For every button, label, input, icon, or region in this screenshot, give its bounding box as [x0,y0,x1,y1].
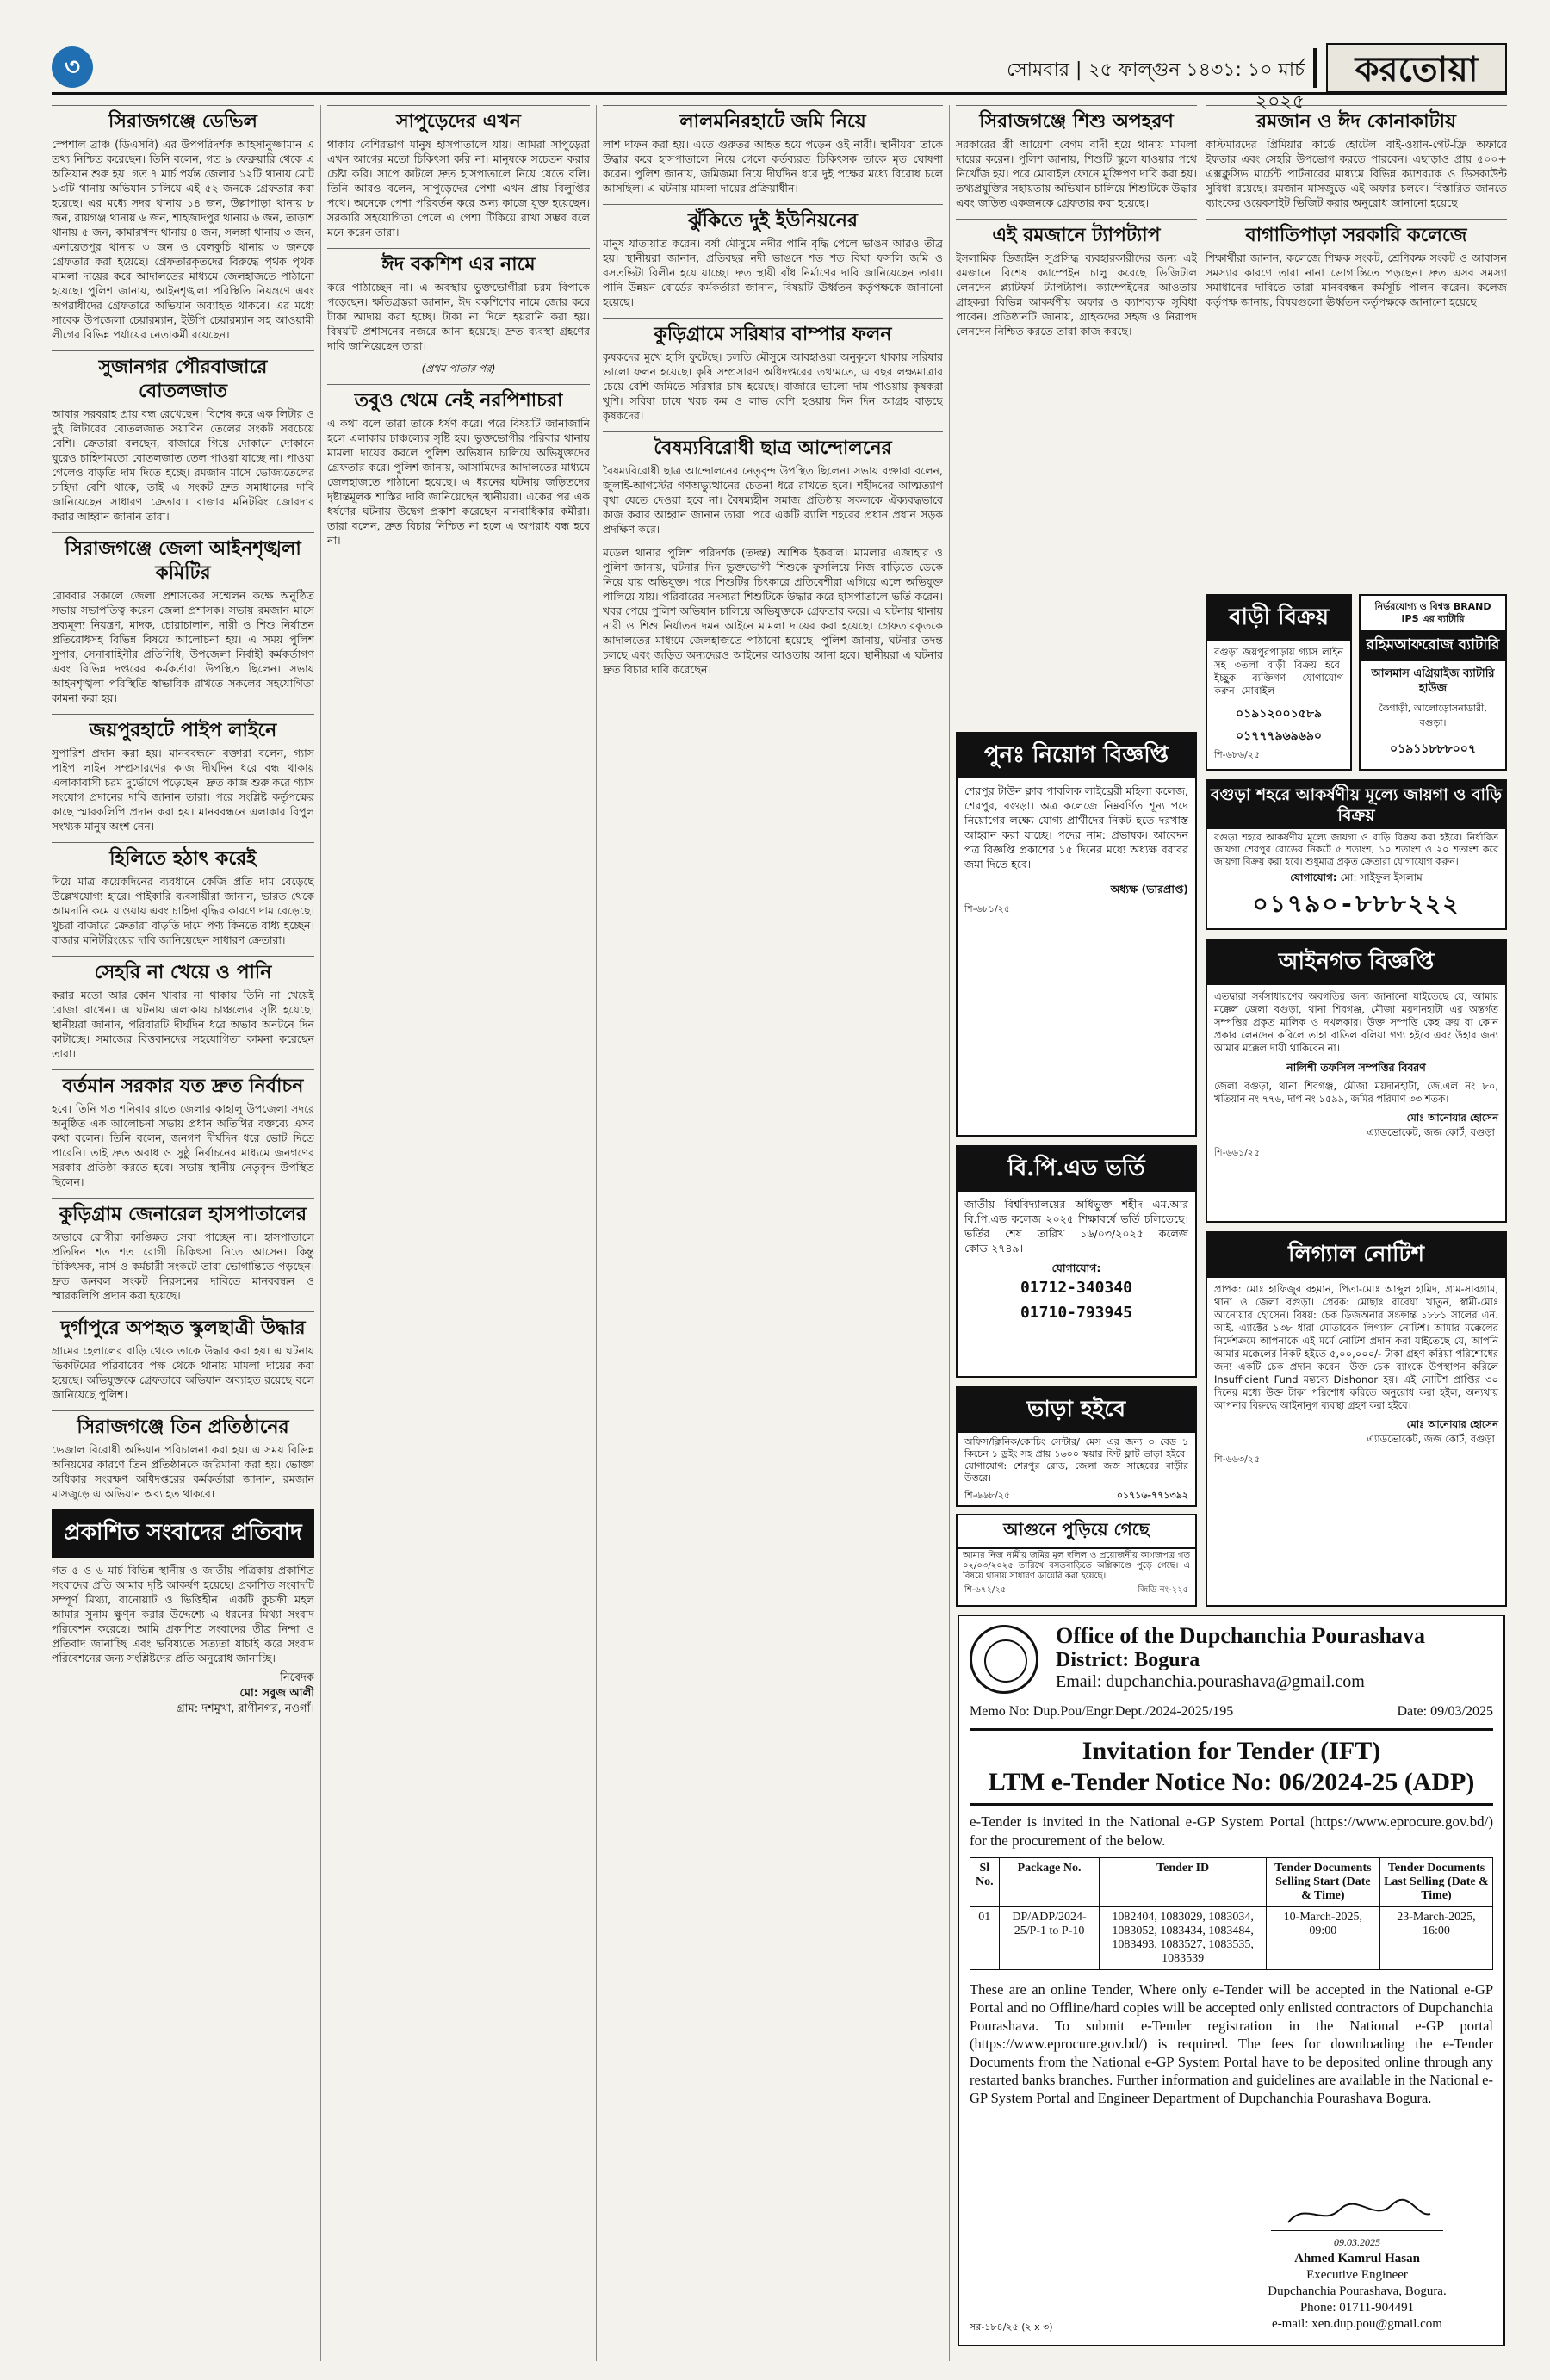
tender-table-cell: DP/ADP/2024-25/P-1 to P-10 [999,1907,1100,1970]
ad-phone-1: ০১৯১২০০১৫৮৯ [1235,707,1322,721]
ad-code: শি-৬৮১/২৫ [964,903,1011,914]
column-2-stories [327,105,590,353]
table-row [970,1907,1493,1970]
column-4 [956,105,1197,725]
tender-table-cell: 23-March-2025, 16:00 [1380,1907,1492,1970]
ad-sign [1207,1417,1505,1452]
property-sale-ad [1206,779,1507,930]
ad-body: বগুড়া শহরে আকর্ষণীয় মূল্যে জায়গা ও বাড়ি বিক্রয় করা হইবে। নির্ধারিত জায়গা শেরপুর রোডের নিকটে ৫ শতাংশ, ১০ শতাংশ ও ২০ শতাংশ করে জায়গা বিক্রয় করা হবে। শুধুমাত্র প্রকৃত ক্রেতারা যোগাযোগ করুন। [1214,832,1498,867]
story-headline: কুড়িগ্রামে সরিষার বাম্পার ফলন [603,318,943,346]
ad-schedule-title: নালিশী তফসিল সম্পত্তির বিবরণ [1286,1061,1426,1074]
ad-title: বি.পি.এড ভর্তি [958,1147,1195,1192]
story-headline: বর্তমান সরকার যত দ্রুত নির্বাচন [52,1069,314,1098]
ad-phone: ০১৭৯০-৮৮৮২২২ [1252,889,1460,918]
tender-email: Email: dupchanchia.pourashava@gmail.com [1056,1672,1365,1691]
ad-sign: অধ্যক্ষ (ভারপ্রাপ্ত) [1110,883,1188,896]
recruitment-ad [956,732,1197,1137]
ad-title: বাড়ী বিক্রয় [1207,596,1350,641]
story-body: থাকায় বেশিরভাগ মানুষ হাসপাতালে যায়। আমরা সাপুড়েরা এখন আগের মতো চিকিৎসা করি না। মানুষকে সচেতন করার চেষ্টা করি। সাপে কাটলে দ্রুত হাসপাতালে নিয়ে যেতে বলি। তিনি আরও বলেন, সাপুড়েদের পেশা এখন প্রায় বিলুপ্তির পথে। অনেকে পেশা পরিবর্তন করে অন্য কাজে যুক্ত হয়েছেন। সরকারি সহযোগিতা পেলে এ পেশা টিকিয়ে রাখা সম্ভব বলে মনে করেন তারা। [327,138,590,239]
story-headline: সিরাজগঞ্জে জেলা আইনশৃঙ্খলা কমিটির [52,532,314,585]
tender-table-cell: 10-March-2025, 09:00 [1266,1907,1380,1970]
story-headline: বৈষম্যবিরোধী ছাত্র আন্দোলনের [603,431,943,460]
ad-phone-text: ০১৭১৬-৭৭১৩৯২ [1116,1490,1188,1501]
rebuttal-signature [52,1670,314,1717]
story-body: কাস্টমারদের প্রিমিয়ার কার্ডে হোটেল বাই-ওয়ান-গেট-ফ্রি অফারে ইফতার এবং সেহরি উপভোগ করতে পারবেন। এছাড়াও প্রায় ৫০০+ এক্সক্লুসিভ মার্চেন্ট পার্টনারের মাধ্যমে বিভিন্ন ক্যাশব্যাক ও ডিসকাউন্ট সুবিধা রয়েছে। রমজান মাসজুড়ে এই অফার চলবে। বিস্তারিত জানতে ব্যাংকের ওয়েবসাইট ভিজিট করার অনুরোধ জানানো হয়েছে। [1206,138,1507,209]
ad-body: আমার নিজ নামীয় জমির মূল দলিল ও প্রয়োজনীয় কাগজপত্র গত ০২/০৩/২০২৫ তারিখে বসতবাড়িতে অগ্নিকাণ্ডে পুড়ে গেছে। এ বিষয়ে থানায় সাধারণ ডায়েরি করা হয়েছে। [963,1551,1190,1581]
ad-contact-name: মো: সাইফুল ইসলাম [1340,871,1423,883]
news-story [52,350,314,524]
jump-note: (প্রথম পাতার পর) [421,363,496,375]
ad-code: শি-৬৬৩/২৫ [1214,1453,1261,1465]
story-headline: ঈদ বকশিশ এর নামে [327,248,590,276]
tender-table-body [970,1907,1493,1970]
tender-date: Date: 09/03/2025 [1397,1704,1493,1719]
news-story [603,431,943,536]
news-story [52,1069,314,1189]
tender-table-header-cell: Tender Documents Last Selling (Date & Time) [1380,1858,1492,1907]
ad-title: ভাড়া হইবে [958,1388,1195,1433]
tender-note: These are an online Tender, Where only e-Tender will be accepted in the National e-GP Portal and no Offline/hard copies will be accepted only enlisted contractors of Dupchanchia Pourashava. To submit e-Tender registration in the National e-GP portal (https://www.eprocure.gov.bd/) is required. The fees for downloading the e-Tender Documents from the National e-GP System Portal have to be deposited online through any restarted banks branches. Further information and guidelines are available in the National e-GP System Portal and Engineer Department of Dupchanchia Pourashava Bogura. [970,1981,1493,2106]
rebuttal-sign-label: নিবেদক [280,1671,314,1684]
ad-body: এতদ্বারা সর্বসাধারণের অবগতির জন্য জানানো যাইতেছে যে, আমার মক্কেল জেলা বগুড়া, থানা শিবগঞ্জ, মৌজা ময়দানহাটা এর অন্তর্গত সম্পত্তির প্রকৃত মালিক ও দখলকার। উক্ত সম্পত্তি কেহ ক্রয় বা কোন প্রকার লেনদেন করিলে তাহা বাতিল বলিয়া গণ্য হইবে এবং উহার জন্য আমার মক্কেল দায়ী থাকিবেন না। [1214,990,1498,1054]
bped-admission-ad [956,1145,1197,1378]
ad-body: শেরপুর টাউন ক্লাব পাবলিক লাইব্রেরী মহিলা কলেজ, শেরপুর, বগুড়া। অত্র কলেজে নিম্নবর্ণিত শূন্য পদে নিয়োগের লক্ষ্যে যোগ্য প্রার্থীদের নিকট হতে দরখাস্ত আহ্বান করা যাচ্ছে। পদের নাম: প্রভাষক। আবেদন পত্র বিজ্ঞপ্তি প্রকাশের ১৫ দিনের মধ্যে অধ্যক্ষ বরাবর জমা দিতে হবে। [964,784,1188,871]
ad-phone [958,1488,1195,1507]
sign-phone: Phone: 01711-904491 [1299,2301,1415,2315]
tender-code: সর-১৮৪/২৫ (২ x ৩) [970,2321,1053,2333]
news-story [603,105,943,195]
ad-label: নির্ভরযোগ্য ও বিশ্বস্ত BRAND IPS এর ব্যাটারি [1374,601,1491,624]
story-body: আবার সরবরাহ প্রায় বন্ধ রেখেছেন। বিশেষ করে এক লিটার ও দুই লিটারের বোতলজাত সয়াবিন তেলের সংকট সবচেয়ে বেশি। ক্রেতারা বলছেন, বাজারে গিয়ে দোকানে দোকানে ঘুরেও চাহিদামতো বোতলজাত তেল পাওয়া যাচ্ছে না। পাওয়া গেলেও বাড়তি দাম দিতে হচ্ছে। রমজান মাসে ভোজ্যতেলের চাহিদা বেশি থাকে, তাই এ সংকট দ্রুত সমাধানের দাবি জানিয়েছেন সাধারণ ক্রেতারা। বাজার মনিটরিং জোরদার করার আহ্বান জানান তারা। [52,407,314,523]
ad-title: লিগ্যাল নোটিশ [1207,1233,1505,1278]
column-rule [320,105,321,2361]
story-body: শিক্ষার্থীরা জানান, কলেজে শিক্ষক সংকট, শ্রেণিকক্ষ সংকট ও আবাসন সমস্যার কারণে তারা নানা ভোগান্তিতে পড়ছেন। দ্রুত এসব সমস্যা সমাধানের দাবিতে তারা মানববন্ধন কর্মসূচি পালন করেন। কলেজ কর্তৃপক্ষ জানায়, বিষয়গুলো ঊর্ধ্বতন কর্তৃপক্ষকে জানানো হয়েছে। [1206,251,1507,308]
sign-name: Ahmed Kamrul Hasan [1294,2252,1420,2265]
tender-table-header-cell: Tender Documents Selling Start (Date & Time) [1266,1858,1380,1907]
ad-code-text: শি-৬৭২/২৫ [964,1585,1007,1595]
story-headline: সিরাজগঞ্জে তিন প্রতিষ্ঠানের [52,1410,314,1439]
news-story [52,1311,314,1402]
lost-document-ad [956,1514,1197,1607]
house-sale-ad [1206,594,1352,771]
story-headline: তবুও থেমে নেই নরপিশাচরা [327,384,590,412]
story-body: মানুষ যাতায়াত করেন। বর্ষা মৌসুমে নদীর পানি বৃদ্ধি পেলে ভাঙন আরও তীব্র হয়। স্থানীয়রা জানান, প্রতিবছর নদী ভাঙনে শত শত বিঘা ফসলি জমি ও বসতভিটা বিলীন হয়ে যাচ্ছে। দ্রুত স্থায়ী বাঁধ নির্মাণের দাবি জানিয়েছেন তারা। পানি উন্নয়ন বোর্ডের কর্মকর্তারা জানান, বিষয়টি ঊর্ধ্বতন কর্তৃপক্ষকে জানানো হয়েছে। [603,237,943,308]
tender-memo-row [970,1704,1493,1720]
story-body: ইসলামিক ডিজাইন সুপ্রসিদ্ধ ব্যবহারকারীদের জন্য এই রমজানে বিশেষ ক্যাম্পেইন চালু করেছে ডিজিটাল লেনদেন প্ল্যাটফর্ম ট্যাপট্যাপ। ক্যাম্পেইনের আওতায় গ্রাহকরা বিভিন্ন আকর্ষণীয় অফার ও ক্যাশব্যাক সুবিধা পাবেন। প্রতিষ্ঠানটি জানায়, গ্রাহকদের সহজ ও নিরাপদ লেনদেন নিশ্চিত করতে তারা কাজ করছে। [956,251,1197,338]
story-body: এ কথা বলে তারা তাকে ধর্ষণ করে। পরে বিষয়টি জানাজানি হলে এলাকায় চাঞ্চল্যের সৃষ্টি হয়। ভুক্তভোগীর পরিবার থানায় মামলা দায়ের করলে পুলিশ অভিযান চালিয়ে অভিযুক্তদের গ্রেফতার করে। পুলিশ জানায়, আসামিদের আদালতের মাধ্যমে জেলহাজতে পাঠানো হয়েছে। এ ধরনের ঘটনায় জড়িতদের দৃষ্টান্তমূলক শাস্তির দাবি জানিয়েছেন স্থানীয়রা। একের পর এক ধর্ষণের ঘটনায় উদ্বেগ প্রকাশ করেছেন মানবাধিকার কর্মীরা। তারা বলেন, দ্রুত বিচার নিশ্চিত না হলে এ অপরাধ বন্ধ হবে না। [327,417,590,547]
ad-phone-label: যোগাযোগ: [1051,1261,1101,1274]
sign-date: 09.03.2025 [1334,2236,1380,2248]
news-story [956,219,1197,338]
column-5-stories [1206,105,1507,309]
legal-ad [1206,939,1507,1223]
ad-phone-2: 01710-793945 [1020,1304,1133,1322]
ad-sign [1207,1111,1505,1145]
ad-body: প্রাপক: মোঃ হাফিজুর রহমান, পিতা-মোঃ আব্দুল হামিদ, গ্রাম-সাবগ্রাম, থানা ও জেলা বগুড়া। প্রেরক: মোছাঃ রাবেয়া খাতুন, স্বামী-মোঃ আনোয়ার হোসেন। বিষয়: চেক ডিজঅনার সংক্রান্ত ১৮৮১ সালের এন. আই. এ্যাক্টের ১৩৮ ধারা মোতাবেক লিগ্যাল নোটিশ। আমার মক্কেলের নির্দেশক্রমে আপনাকে এই মর্মে নোটিশ প্রদান করা যাইতেছে যে, আপনি আমার মক্কেলের নিকট হইতে ৫,০০,০০০/- টাকা গ্রহণ করিয়া পরিশোধের জন্য একটি চেক প্রদান করেন। উক্ত চেক ব্যাংকে উপস্থাপন করিলে Insufficient Fund মন্তব্যে Dishonor হয়। এই নোটিশ প্রাপ্তির ৩০ দিনের মধ্যে উক্ত টাকা পরিশোধ করিতে অনুরোধ করা হইল, অন্যথায় আপনার বিরুদ্ধে আইনানুগ ব্যবস্থা গ্রহণ করা হইবে। [1214,1283,1498,1411]
story-body: গ্রামের হেলালের বাড়ি থেকে তাকে উদ্ধার করা হয়। এ ঘটনায় ভিকটিমের পরিবারের পক্ষ থেকে থানায় মামলা দায়ের করা হয়েছে। অভিযুক্তকে গ্রেফতারে অভিযান অব্যাহত রয়েছে বলে জানিয়েছে পুলিশ। [52,1344,314,1401]
ad-phone-2: ০১৭৭৭৯৬৯৬৯০ [1235,729,1323,743]
rebuttal-sign-name: মো: সবুজ আলী [239,1687,314,1700]
column-rule [949,105,950,2361]
news-story [52,1198,314,1303]
ad-contact-label: যোগাযোগ: [1290,871,1337,883]
legal-notice-ad [1206,1231,1507,1607]
dateline: সোমবার | ২৫ ফাল্গুন ১৪৩১: ১০ মার্চ ২০২৫ [1007,59,1305,113]
story-headline: সুজানগর পৌরবাজারে বোতলজাত [52,350,314,403]
story-headline: দুর্গাপুরে অপহৃত স্কুলছাত্রী উদ্ধার [52,1311,314,1340]
ad-sign-role: এ্যাডভোকেট, জজ কোর্ট, বগুড়া। [1367,1126,1498,1138]
news-story [603,318,943,423]
ad-title: রহিমআফরোজ ব্যাটারি [1361,630,1505,661]
ad-gd-text: জিডি নং-২২৫ [1138,1585,1188,1595]
column-3-stories [603,105,943,536]
signature-mark-icon [1271,2197,1443,2231]
column-1 [52,105,314,2365]
tender-office: Office of the Dupchanchia Pourashava [1056,1623,1425,1648]
battery-ad [1359,594,1507,771]
news-story [1206,219,1507,309]
story-body: লাশ দাফন করা হয়। এতে গুরুতর আহত হয়ে পড়েন ওই নারী। স্থানীয়রা তাকে উদ্ধার করে হাসপাতালে নিয়ে গেলে কর্তব্যরত চিকিৎসক তাকে মৃত ঘোষণা করেন। পুলিশ জানায়, জমিজমা নিয়ে দীর্ঘদিন ধরে দুই পক্ষের মধ্যে বিরোধ চলে আসছিল। এ ঘটনায় মামলা দায়ের প্রক্রিয়াধীন। [603,138,943,195]
ad-title: বগুড়া শহরে আকর্ষণীয় মূল্যে জায়গা ও বাড়ি বিক্রয় [1207,781,1505,829]
news-story [327,248,590,353]
story-headline: সাপুড়েদের এখন [327,105,590,133]
pourashava-seal-icon [970,1625,1038,1694]
ad-sign-name: মোঃ আনোয়ার হোসেন [1406,1112,1498,1124]
news-story [327,105,590,239]
ad-body: অফিস/ক্লিনিক/কোচিং সেন্টার/ মেস এর জন্য ৩ বেড ১ কিচেন ১ ড্রইং সহ প্রায় ১৬০০ স্কয়ার ফিট ফ্লাট ভাড়া হইবে। যোগাযোগ: শেরপুর রোড, জেলা জজ সাহেবের বাড়ীর উত্তরে। [964,1436,1188,1484]
story-body: হবে। তিনি গত শনিবার রাতে জেলার কাহালু উপজেলা সদরে অনুষ্ঠিত এক আলোচনা সভায় প্রধান অতিথির বক্তব্যে এসব কথা বলেন। তিনি বলেন, জনগণ দীর্ঘদিন ধরে ভোট দিতে পারেনি। তাই দ্রুত অবাধ ও সুষ্ঠু নির্বাচনের মাধ্যমে জনগণের সরকার প্রতিষ্ঠা করতে হবে। সভায় স্থানীয় নেতৃবৃন্দ উপস্থিত ছিলেন। [52,1102,314,1188]
story-headline: এই রমজানে ট্যাপট্যাপ [956,219,1197,247]
story-headline: রমজান ও ঈদ কোনাকাটায় [1206,105,1507,133]
tender-table-header-cell: Package No. [999,1858,1100,1907]
tender-table-header-cell: Tender ID [1100,1858,1266,1907]
rebuttal-body: গত ৫ ও ৬ মার্চ বিভিন্ন স্থানীয় ও জাতীয় পত্রিকায় প্রকাশিত সংবাদের প্রতি আমার দৃষ্টি আকর্ষণ হয়েছে। প্রকাশিত সংবাদটি সম্পূর্ণ মিথ্যা, বানোয়াট ও ভিত্তিহীন। একটি কুচক্রী মহল আমার সুনাম ক্ষুণ্ন করার উদ্দেশ্যে এ ধরনের মিথ্যা সংবাদ পরিবেশন করেছে। আমি প্রকাশিত সংবাদের তীব্র নিন্দা ও প্রতিবাদ জানাচ্ছি এবং ভবিষ্যতে সত্যতা যাচাই করে সংবাদ পরিবেশনের জন্য সংশ্লিষ্টদের প্রতি অনুরোধ জানাচ্ছি। [52,1564,314,1664]
ad-phone: ০১৯১১৮৮৮০০৭ [1389,742,1476,756]
tender-table-header-cell: Sl No. [970,1858,1000,1907]
news-story [52,714,314,834]
story-headline: বাগাতিপাড়া সরকারি কলেজে [1206,219,1507,247]
tender-intro: e-Tender is invited in the National e-GP System Portal (https://www.eprocure.gov.bd/) for the procurement of the below. [970,1813,1493,1849]
ad-code: শি-৬৬১/২৫ [1214,1147,1261,1158]
ad-shop: আলমাস এগ্রিয়াইজ ব্যাটারি হাউজ [1371,667,1495,695]
page-number-badge: ৩ [52,46,93,88]
column-rule [596,105,597,2361]
story-headline: ঝুঁকিতে দুই ইউনিয়নের [603,204,943,232]
ad-title: পুনঃ নিয়োগ বিজ্ঞপ্তি [958,734,1195,778]
story-body: স্পেশাল ব্রাঞ্চ (ডিএসবি) এর উপপরিদর্শক আহসানুজ্জামান এ তথ্য নিশ্চিত করেছেন। তিনি বলেন, গত ৯ ফেব্রুয়ারি থেকে এ অভিযান শুরু হয়। গত ৭ মার্চ পর্যন্ত জেলার ১২টি থানায় মোট ১৩টি থানায় অভিযান চালিয়ে এই ৫২ জনকে গ্রেফতার করা হয়েছে। এর মধ্যে সদর থানায় ১৪ জন, উল্লাপাড়া থানায় ৮ জন, রায়গঞ্জ থানায় ৬ জন, শাহজাদপুর থানায় ৬ জন, তাড়াশ থানায় ৫ জন, কামারখন্দ থানায় ৪ জন, সলঙ্গা থানায় ৩ জন, এনায়েতপুর থানায় ৩ জন ও বেলকুচি থানায় ৩ জনকে গ্রেফতার করা হয়েছে। গ্রেফতারকৃতদের বিরুদ্ধে পৃথক পৃথক মামলা দায়ের করে আদালতের মাধ্যমে জেলহাজতে পাঠানো হয়েছে। পুলিশ জানায়, আইনশৃঙ্খলা পরিস্থিতি নিয়ন্ত্রণে এবং অপরাধীদের গ্রেফতারে অভিযান অব্যাহত থাকবে। এর মধ্যে সাবেক উপজেলা চেয়ারম্যান, ইউপি চেয়ারম্যান সহ আওয়ামী লীগের বিভিন্ন পর্যায়ের নেতাকর্মী রয়েছেন। [52,138,314,341]
news-story [603,204,943,309]
story-body: করে পাঠাচ্ছেন না। এ অবস্থায় ভুক্তভোগীরা চরম বিপাকে পড়েছেন। ক্ষতিগ্রস্তরা জানান, ঈদ বকশিশের নামে জোর করে টাকা আদায় করা হচ্ছে। টাকা না দিলে হয়রানি করা হয়। বিষয়টি প্রশাসনের নজরে আনা হয়েছে। দ্রুত ব্যবস্থা গ্রহণের দাবি জানিয়েছেন তারা। [327,281,590,352]
story-body: সরকারের স্ত্রী আয়েশা বেগম বাদী হয়ে থানায় মামলা দায়ের করেন। পুলিশ জানায়, শিশুটি স্কুলে যাওয়ার পথে নিখোঁজ হয়। পরে মোবাইল ফোনে মুক্তিপণ দাবি করা হয়। তথ্যপ্রযুক্তির সহায়তায় অভিযান চালিয়ে শিশুটিকে উদ্ধার এবং জড়িত একজনকে গ্রেফতার করা হয়েছে। [956,138,1197,209]
date-text: ২৫ ফাল্গুন ১৪৩১: ১০ মার্চ ২০২৫ [1088,59,1305,113]
ad-address: কৈগাড়ী, আলোড়োসনাডারী, বগুড়া। [1379,703,1487,728]
column-1-stories [52,105,314,1501]
story-body: দিয়ে মাত্র কয়েকদিনের ব্যবধানে কেজি প্রতি দাম বেড়েছে উল্লেখযোগ্য হারে। পাইকারি ব্যবসায়ীরা জানান, ভারত থেকে আমদানি কমে যাওয়ায় এবং চাহিদা বৃদ্ধির কারণে দাম বেড়েছে। খুচরা বাজারে ক্রেতারা বাড়তি দামে পণ্য কিনতে বাধ্য হচ্ছেন। বাজার মনিটরিংয়ের দাবি জানিয়েছেন সাধারণ ক্রেতারা। [52,875,314,946]
ad-sign-role: এ্যাডভোকেট, জজ কোর্ট, বগুড়া। [1367,1433,1498,1445]
sign-email: e-mail: xen.dup.pou@gmail.com [1272,2317,1442,2331]
tender-notice [958,1615,1505,2346]
story-body: বৈষম্যবিরোধী ছাত্র আন্দোলনের নেতৃবৃন্দ উপস্থিত ছিলেন। সভায় বক্তারা বলেন, জুলাই-আগস্টের গণঅভ্যুত্থানের চেতনা ধরে রাখতে হবে। শহীদদের আত্মত্যাগ বৃথা যেতে দেওয়া হবে না। বৈষম্যহীন সমাজ প্রতিষ্ঠায় সকলকে ঐক্যবদ্ধভাবে কাজ করার আহ্বান জানান তারা। পরে একটি র‍্যালি শহরের প্রধান প্রধান সড়ক প্রদক্ষিণ করে। [603,464,943,536]
story-body: কৃষকদের মুখে হাসি ফুটেছে। চলতি মৌসুমে আবহাওয়া অনুকূলে থাকায় সরিষার ভালো ফলন হয়েছে। কৃষি সম্প্রসারণ অধিদপ্তরের তথ্যমতে, এ বছর লক্ষ্যমাত্রার চেয়ে বেশি জমিতে সরিষার চাষ হয়েছে। বাজারে ভালো দাম পাওয়ায় কৃষকরা খুশি। সরিষা চাষে খরচ কম ও লাভ বেশি হওয়ায় দিন দিন আগ্রহ বাড়ছে কৃষকদের। [603,350,943,422]
story-body: সুপারিশ প্রদান করা হয়। মানববন্ধনে বক্তারা বলেন, গ্যাস পাইপ লাইন সম্প্রসারণের কাজ দীর্ঘদিন ধরে বন্ধ থাকায় এলাকাবাসী চরম দুর্ভোগে পড়েছেন। দ্রুত কাজ শুরু করে গ্যাস সংযোগ প্রদানের দাবি জানান তারা। পরে সংশ্লিষ্ট কর্তৃপক্ষের কাছে স্মারকলিপি প্রদান করা হয়। মানববন্ধনে এলাকার বিপুল সংখ্যক মানুষ অংশ নেন। [52,747,314,833]
column-2 [327,105,590,2365]
ad-sign-name: মোঃ আনোয়ার হোসেন [1406,1418,1498,1430]
ad-title: আগুনে পুড়িয়ে গেছে [958,1515,1195,1549]
tender-table-header [970,1858,1493,1907]
sign-office: Dupchanchia Pourashava, Bogura. [1268,2284,1447,2298]
story-body: ভেজাল বিরোধী অভিযান পরিচালনা করা হয়। এ সময় বিভিন্ন অনিয়মের কারণে তিন প্রতিষ্ঠানকে জরিমানা করা হয়। ভোক্তা অধিকার সংরক্ষণ অধিদপ্তরের কর্মকর্তারা জানান, রমজান মাসজুড়ে এ অভিযান অব্যাহত থাকবে। [52,1443,314,1500]
tender-signature [1228,2197,1486,2333]
masthead-divider [1313,48,1317,88]
masthead [52,43,1507,113]
story-headline: সেহরি না খেয়ে ও পানি [52,956,314,984]
story-headline: জয়পুরহাটে পাইপ লাইনে [52,714,314,742]
column-3 [603,105,943,2365]
news-story [52,1410,314,1501]
story-body: মডেল থানার পুলিশ পরিদর্শক (তদন্ত) আশিক ইকবাল। মামলার এজাহার ও পুলিশ জানায়, ঘটনার দিন ভুক্তভোগী শিশুকে ফুসলিয়ে নিজ বাড়িতে ডেকে নিয়ে যায় অভিযুক্ত। পরে শিশুটির চিৎকারে প্রতিবেশীরা এগিয়ে এলে অভিযুক্ত পালিয়ে যায়। পরিবারের সদস্যরা শিশুটিকে উদ্ধার করে হাসপাতালে ভর্তি করেন। খবর পেয়ে পুলিশ অভিযান চালিয়ে অভিযুক্তকে গ্রেফতার করে। এ ঘটনায় থানায় নারী ও শিশু নির্যাতন দমন আইনে মামলা দায়ের করা হয়েছে। গ্রেফতারকৃতকে আদালতের মাধ্যমে জেলহাজতে পাঠানো হয়েছে। পুলিশ জানায়, ঘটনার তদন্ত চলছে এবং জড়িত অন্যদেরও আইনের আওতায় আনা হবে। স্থানীয়রা এ ঘটনার দ্রুত বিচার দাবি করেছেন। [603,546,943,676]
ad-code: শি-৬৮৬/২৫ [1214,749,1261,760]
ad-code-text: শি-৬৬৮/২৫ [964,1490,1011,1501]
news-story [52,105,314,342]
tender-district: District: Bogura [1056,1649,1200,1671]
news-story [52,532,314,705]
ad-footer [958,1584,1195,1602]
ad-title: আইনগত বিজ্ঞপ্তি [1207,940,1505,985]
column-4-stories [956,105,1197,338]
tender-table-cell: 01 [970,1907,1000,1970]
rent-ad [956,1386,1197,1507]
story-tail [603,545,943,677]
news-story [52,842,314,947]
sign-role: Executive Engineer [1306,2268,1408,2282]
story-after-jump [327,384,590,548]
rebuttal-banner: প্রকাশিত সংবাদের প্রতিবাদ [52,1509,314,1558]
story-body: করার মতো আর কোন খাবার না থাকায় তিনি না খেয়েই রোজা রাখেন। এ ঘটনায় এলাকায় চাঞ্চল্যের সৃষ্টি হয়েছে। স্থানীয়রা জানান, পরিবারটি দীর্ঘদিন ধরে অভাব অনটনে দিন কাটাচ্ছে। সমাজের বিত্তবানদের সহযোগিতা কামনা করেছেন তারা। [52,989,314,1060]
tender-table-cell: 1082404, 1083029, 1083034, 1083052, 1083434, 1083484, 1083493, 1083527, 1083535, 1083539 [1100,1907,1266,1970]
tender-memo: Memo No: Dup.Pou/Engr.Dept./2024-2025/195 [970,1704,1234,1719]
tender-title-line-2: LTM e-Tender Notice No: 06/2024-25 (ADP) [988,1768,1475,1796]
story-body: অভাবে রোগীরা কাঙ্ক্ষিত সেবা পাচ্ছেন না। হাসপাতালে প্রতিদিন শত শত রোগী চিকিৎসা নিতে আসেন। কিন্তু চিকিৎসক, নার্স ও কর্মচারী সংকটে তারা ভোগান্তিতে পড়ছেন। দ্রুত জনবল সংকট নিরসনের দাবিতে মানববন্ধন ও স্মারকলিপি প্রদান করা হয়েছে। [52,1230,314,1302]
news-story [52,956,314,1061]
rebuttal-sign-address: গ্রাম: দশমুখা, রাণীনগর, নওগাঁ। [176,1702,314,1715]
story-headline: কুড়িগ্রাম জেনারেল হাসপাতালের [52,1198,314,1226]
story-headline: হিলিতে হঠাৎ করেই [52,842,314,871]
newspaper-logo: করতোয়া [1326,43,1507,93]
story-headline: সিরাজগঞ্জে ডেভিল [52,105,314,133]
tender-title-line-1: Invitation for Tender (IFT) [1082,1737,1381,1765]
ad-schedule: জেলা বগুড়া, থানা শিবগঞ্জ, মৌজা ময়দানহাটা, জে.এল নং ৮০, খতিয়ান নং ৭৭৬, দাগ নং ১৫৯৯, জমির পরিমাণ ৩৩ শতক। [1214,1080,1498,1105]
ad-contact [1207,871,1505,885]
tender-title [970,1728,1493,1806]
news-story [1206,105,1507,210]
story-headline: সিরাজগঞ্জে শিশু অপহরণ [956,105,1197,133]
tender-table [970,1857,1493,1970]
story-headline: লালমনিরহাটে জমি নিয়ে [603,105,943,133]
ad-body: জাতীয় বিশ্ববিদ্যালয়ের অধিভুক্ত শহীদ এম.আর বি.পি.এড কলেজ ২০২৫ শিক্ষাবর্ষে ভর্তি চলিতেছে। ভর্তির শেষ তারিখ ১৬/০৩/২০২৫ কলেজ কোড-২৭৪৯। [964,1198,1188,1255]
news-story [956,105,1197,210]
weekday: সোমবার [1007,59,1070,81]
story-body: রোববার সকালে জেলা প্রশাসকের সম্মেলন কক্ষে অনুষ্ঠিত সভায় সভাপতিত্ব করেন জেলা প্রশাসক। সভায় রমজান মাসে দ্রব্যমূল্য নিয়ন্ত্রণ, মাদক, চোরাচালান, নারী ও শিশু নির্যাতন প্রতিরোধসহ বিভিন্ন বিষয়ে আলোচনা হয়। এ সময় পুলিশ সুপার, সেনাবাহিনীর প্রতিনিধি, উপজেলা নির্বাহী কর্মকর্তাগণ এবং বিভিন্ন দপ্তরের কর্মকর্তারা উপস্থিত ছিলেন। সভায় আইনশৃঙ্খলা পরিস্থিতি স্বাভাবিক রাখতে সকলের সহযোগিতা কামনা করা হয়। [52,589,314,704]
ad-phone-1: 01712-340340 [1020,1279,1133,1297]
ad-body: বগুড়া জয়পুরপাড়ায় গ্যাস লাইন সহ ৩তলা বাড়ী বিক্রয় হবে। ইচ্ছুক ব্যক্তিগণ যোগাযোগ করুন। মোবাইল [1214,646,1343,697]
